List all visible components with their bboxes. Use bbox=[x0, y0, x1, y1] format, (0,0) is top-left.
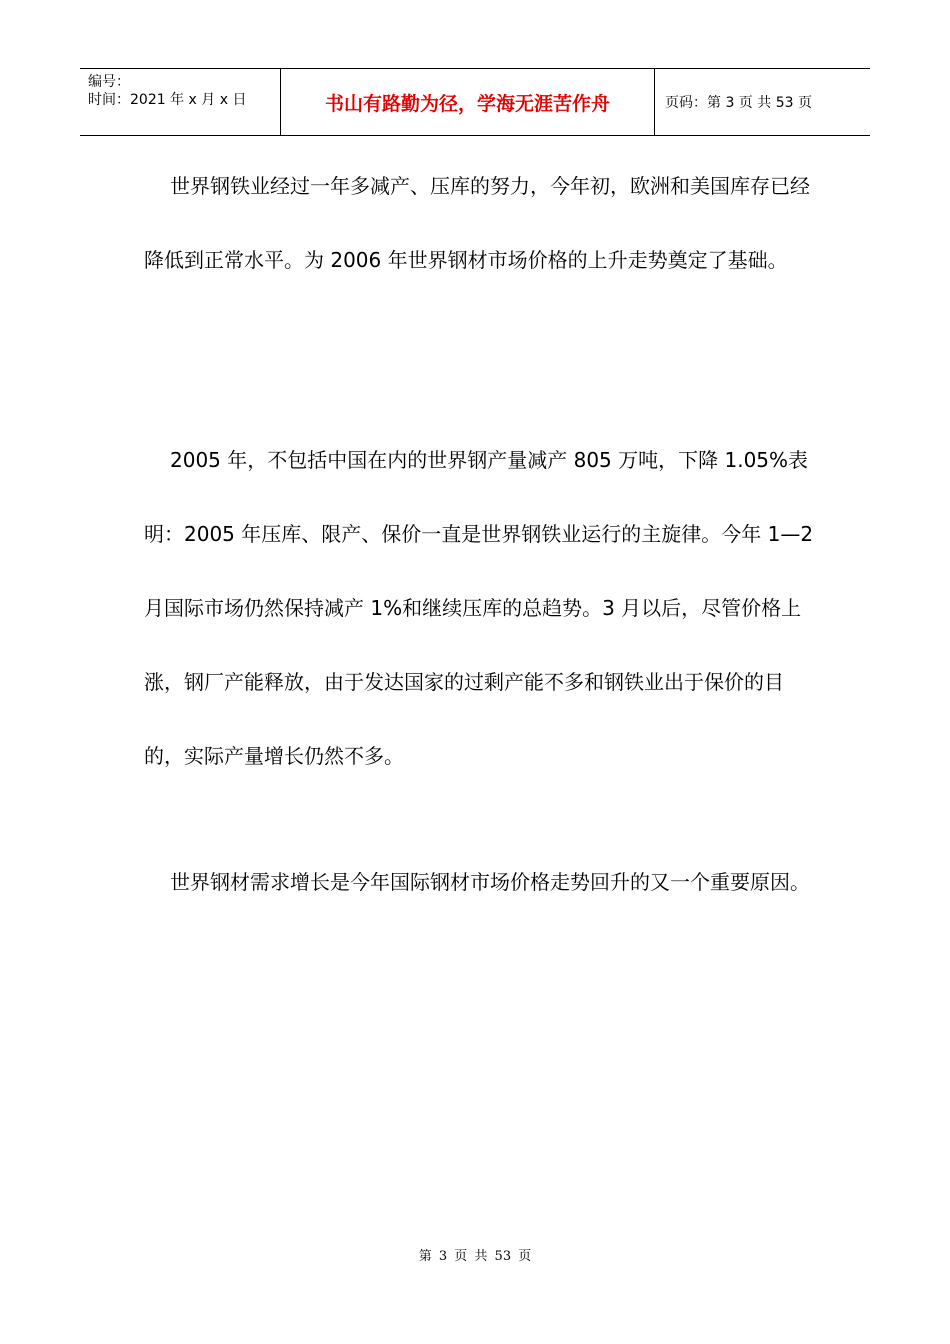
header-meta-cell bbox=[80, 69, 281, 135]
paragraph-3 bbox=[144, 845, 814, 919]
paragraph-2 bbox=[144, 423, 814, 793]
header-motto-cell bbox=[281, 69, 655, 135]
document-date-label: 时间：2021 年 x 月 x 日 bbox=[88, 92, 247, 108]
paragraph-1 bbox=[144, 149, 814, 297]
header-motto: 书山有路勤为径，学海无涯苦作舟 bbox=[324, 92, 610, 115]
page-footer bbox=[0, 1245, 950, 1264]
paragraph-1-text: 世界钢铁业经过一年多减产、压库的努力，今年初，欧洲和美国库存已经降低到正常水平。为 2006 年世界钢材市场价格的上升走势奠定了基础。 bbox=[144, 174, 810, 272]
paragraph-3-text: 世界钢材需求增长是今年国际钢材市场价格走势回升的又一个重要原因。 bbox=[170, 870, 810, 894]
document-header bbox=[80, 68, 870, 136]
document-number-label: 编号： bbox=[88, 74, 130, 90]
paragraph-2-text: 2005 年，不包括中国在内的世界钢产量减产 805 万吨，下降 1.05%表明：2005 年压库、限产、保价一直是世界钢铁业运行的主旋律。今年 1—2 月国际市场仍然保持减产 1%和继续压库的总趋势。3 月以后，尽管价格上涨，钢厂产能释放，由于发达国家的过剩产能不多和钢铁业出于保价的目的，实际产量增长仍然不多。 bbox=[144, 448, 814, 768]
header-page-info: 页码：第 3 页 共 53 页 bbox=[665, 95, 812, 111]
footer-page-number: 第 3 页 共 53 页 bbox=[418, 1249, 532, 1264]
header-page-cell bbox=[655, 69, 870, 135]
